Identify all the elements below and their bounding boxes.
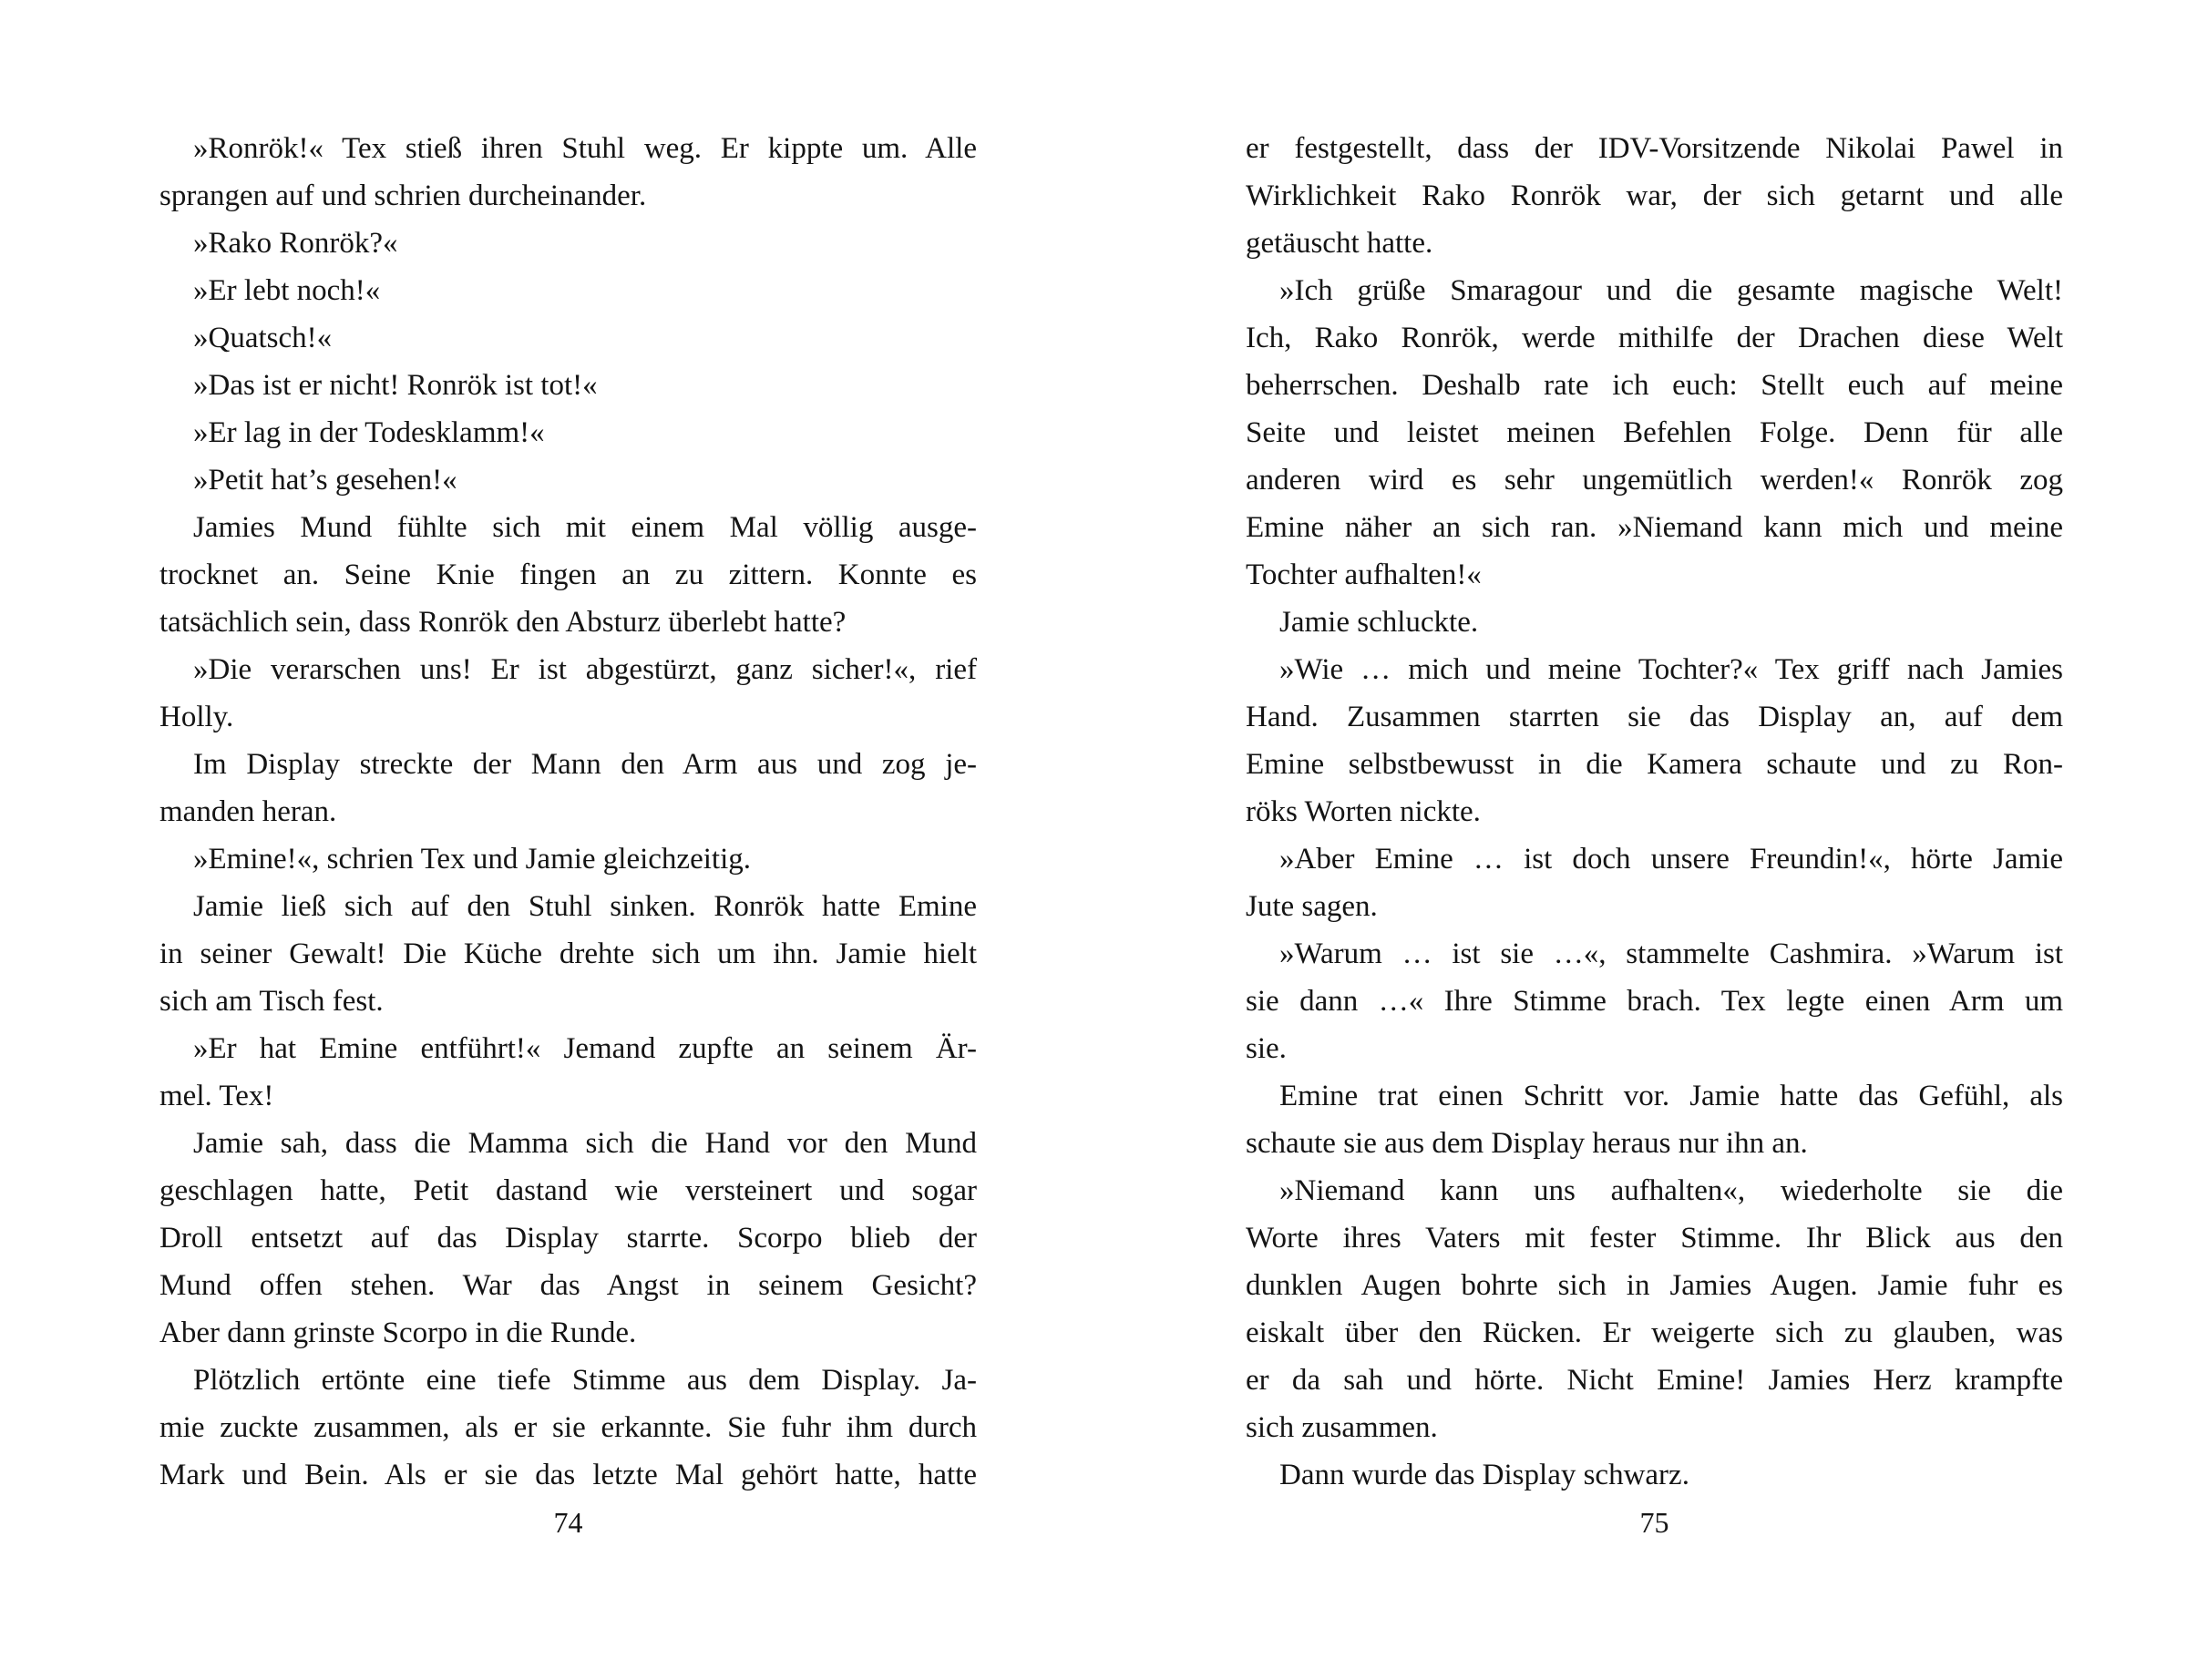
text-line: manden heran. xyxy=(159,795,337,828)
text-line: »Wie … mich und meine Tochter?« Tex griff nach Jamies xyxy=(1279,653,2063,686)
text-line: beherrschen. Deshalb rate ich euch: Stellt euch auf meine xyxy=(1246,369,2063,402)
text-line: Emine trat einen Schritt vor. Jamie hatte das Gefühl, als xyxy=(1279,1080,2063,1112)
text-line: Emine selbstbewusst in die Kamera schaute und zu Ron- xyxy=(1246,748,2063,781)
text-line: er da sah und hörte. Nicht Emine! Jamies Herz krampfte xyxy=(1246,1364,2063,1397)
text-line: »Ronrök!« Tex stieß ihren Stuhl weg. Er kippte um. Alle xyxy=(193,132,977,165)
text-line: Worte ihres Vaters mit fester Stimme. Ihr Blick aus den xyxy=(1246,1222,2063,1255)
text-line: Hand. Zusammen starrten sie das Display an, auf dem xyxy=(1246,701,2063,733)
text-line: Dann wurde das Display schwarz. xyxy=(1279,1459,1689,1491)
text-line: in seiner Gewalt! Die Küche drehte sich um ihn. Jamie hielt xyxy=(159,937,977,970)
text-line: sprangen auf und schrien durcheinander. xyxy=(159,179,647,212)
text-line: Im Display streckte der Mann den Arm aus und zog je- xyxy=(193,748,977,781)
text-line: »Emine!«, schrien Tex und Jamie gleichzeitig. xyxy=(193,843,751,876)
page-left-text xyxy=(159,125,977,1499)
text-line: »Er lag in der Todesklamm!« xyxy=(193,416,545,449)
text-line: mie zuckte zusammen, als er sie erkannte. Sie fuhr ihm durch xyxy=(159,1411,977,1444)
text-line: Droll entsetzt auf das Display starrte. Scorpo blieb der xyxy=(159,1222,977,1255)
text-line: tatsächlich sein, dass Ronrök den Absturz überlebt hatte? xyxy=(159,606,847,639)
text-line: Mund offen stehen. War das Angst in seinem Gesicht? xyxy=(159,1269,977,1302)
page-right xyxy=(1246,125,2063,1583)
text-line: »Er lebt noch!« xyxy=(193,274,381,307)
text-line: Mark und Bein. Als er sie das letzte Mal gehört hatte, hatte xyxy=(159,1459,977,1491)
text-line: sich zusammen. xyxy=(1246,1411,1438,1444)
text-line: Seite und leistet meinen Befehlen Folge. Denn für alle xyxy=(1246,416,2063,449)
text-line: »Er hat Emine entführt!« Jemand zupfte an seinem Är- xyxy=(193,1032,977,1065)
page-right-text xyxy=(1246,125,2063,1499)
page-number-right: 75 xyxy=(1639,1506,1669,1539)
text-line: Jamie ließ sich auf den Stuhl sinken. Ronrök hatte Emine xyxy=(193,890,977,923)
text-line: sie dann …« Ihre Stimme brach. Tex legte einen Arm um xyxy=(1246,985,2063,1018)
text-line: »Rako Ronrök?« xyxy=(193,227,398,260)
text-line: getäuscht hatte. xyxy=(1246,227,1433,260)
text-line: Tochter aufhalten!« xyxy=(1246,558,1482,591)
text-line: Plötzlich ertönte eine tiefe Stimme aus dem Display. Ja- xyxy=(193,1364,977,1397)
text-line: »Aber Emine … ist doch unsere Freundin!«, hörte Jamie xyxy=(1279,843,2063,876)
text-line: sich am Tisch fest. xyxy=(159,985,384,1018)
text-line: Ich, Rako Ronrök, werde mithilfe der Drachen diese Welt xyxy=(1246,322,2063,354)
text-line: schaute sie aus dem Display heraus nur ihn an. xyxy=(1246,1127,1808,1160)
text-line: Jamie schluckte. xyxy=(1279,606,1479,639)
text-line: »Quatsch!« xyxy=(193,322,333,354)
text-line: geschlagen hatte, Petit dastand wie versteinert und sogar xyxy=(159,1174,977,1207)
page-left xyxy=(159,125,977,1583)
text-line: dunklen Augen bohrte sich in Jamies Augen. Jamie fuhr es xyxy=(1246,1269,2063,1302)
text-line: trocknet an. Seine Knie fingen an zu zittern. Konnte es xyxy=(159,558,977,591)
text-line: »Das ist er nicht! Ronrök ist tot!« xyxy=(193,369,598,402)
text-line: Jute sagen. xyxy=(1246,890,1378,923)
text-line: Jamie sah, dass die Mamma sich die Hand vor den Mund xyxy=(193,1127,977,1160)
text-line: Emine näher an sich ran. »Niemand kann mich und meine xyxy=(1246,511,2063,544)
text-line: mel. Tex! xyxy=(159,1080,274,1112)
text-line: »Niemand kann uns aufhalten«, wiederholte sie die xyxy=(1279,1174,2063,1207)
text-line: »Warum … ist sie …«, stammelte Cashmira. »Warum ist xyxy=(1279,937,2063,970)
text-line: Holly. xyxy=(159,701,234,733)
page-number-left: 74 xyxy=(553,1506,583,1539)
text-line: »Die verarschen uns! Er ist abgestürzt, ganz sicher!«, rief xyxy=(193,653,977,686)
text-line: Aber dann grinste Scorpo in die Runde. xyxy=(159,1316,637,1349)
text-line: Wirklichkeit Rako Ronrök war, der sich getarnt und alle xyxy=(1246,179,2063,212)
text-line: Jamies Mund fühlte sich mit einem Mal völlig ausge- xyxy=(193,511,977,544)
text-line: »Ich grüße Smaragour und die gesamte magische Welt! xyxy=(1279,274,2063,307)
text-line: »Petit hat’s gesehen!« xyxy=(193,464,457,497)
text-line: eiskalt über den Rücken. Er weigerte sich zu glauben, was xyxy=(1246,1316,2063,1349)
text-line: sie. xyxy=(1246,1032,1287,1065)
text-line: röks Worten nickte. xyxy=(1246,795,1481,828)
text-line: anderen wird es sehr ungemütlich werden!« Ronrök zog xyxy=(1246,464,2063,497)
text-line: er festgestellt, dass der IDV-Vorsitzende Nikolai Pawel in xyxy=(1246,132,2063,165)
